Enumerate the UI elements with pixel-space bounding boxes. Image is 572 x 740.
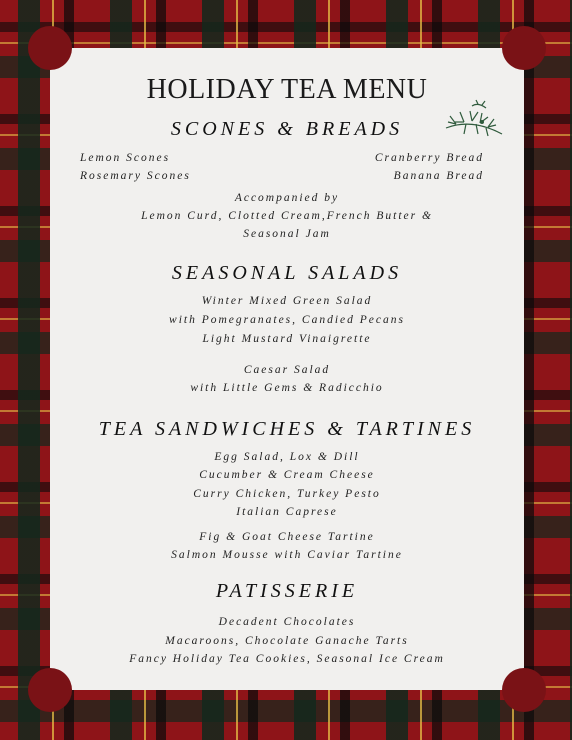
menu-line: Italian Caprese [236,506,338,518]
card-corner-notch [502,668,546,712]
menu-line: Fancy Holiday Tea Cookies, Seasonal Ice Cream [129,653,445,665]
menu-item: Lemon Scones [80,152,171,164]
menu-line: Curry Chicken, Turkey Pesto [193,488,381,500]
menu-title: HOLIDAY TEA MENU [146,74,428,105]
menu-item: Rosemary Scones [80,170,191,182]
menu-item: Banana Bread [393,170,484,182]
menu-line: Fig & Goat Cheese Tartine [199,531,375,543]
menu-item: Cranberry Bread [374,152,484,164]
menu-line: with Pomegranates, Candied Pecans [169,314,405,326]
section-heading-scones: SCONES & BREADS [170,118,404,140]
menu-line: Winter Mixed Green Salad [201,295,373,307]
section-heading-patisserie: PATISSERIE [215,580,359,602]
section-heading-salads: SEASONAL SALADS [171,262,403,284]
menu-card [50,48,524,690]
card-corner-notch [28,26,72,70]
menu-line: with Little Gems & Radicchio [190,382,384,394]
menu-line: Light Mustard Vinaigrette [202,333,372,345]
menu-line: Lemon Curd, Clotted Cream,French Butter & [141,210,433,222]
menu-line: Egg Salad, Lox & Dill [214,451,360,463]
menu-line: Caesar Salad [243,364,331,376]
card-corner-notch [502,26,546,70]
menu-line: Macaroons, Chocolate Ganache Tarts [165,635,409,647]
menu-line: Decadent Chocolates [218,616,356,628]
menu-line: Salmon Mousse with Caviar Tartine [171,549,403,561]
menu-line: Cucumber & Cream Cheese [199,469,375,481]
menu-line: Accompanied by [234,192,340,204]
menu-line: Seasonal Jam [243,228,331,240]
card-corner-notch [28,668,72,712]
section-heading-sandwiches: TEA SANDWICHES & TARTINES [98,418,476,440]
